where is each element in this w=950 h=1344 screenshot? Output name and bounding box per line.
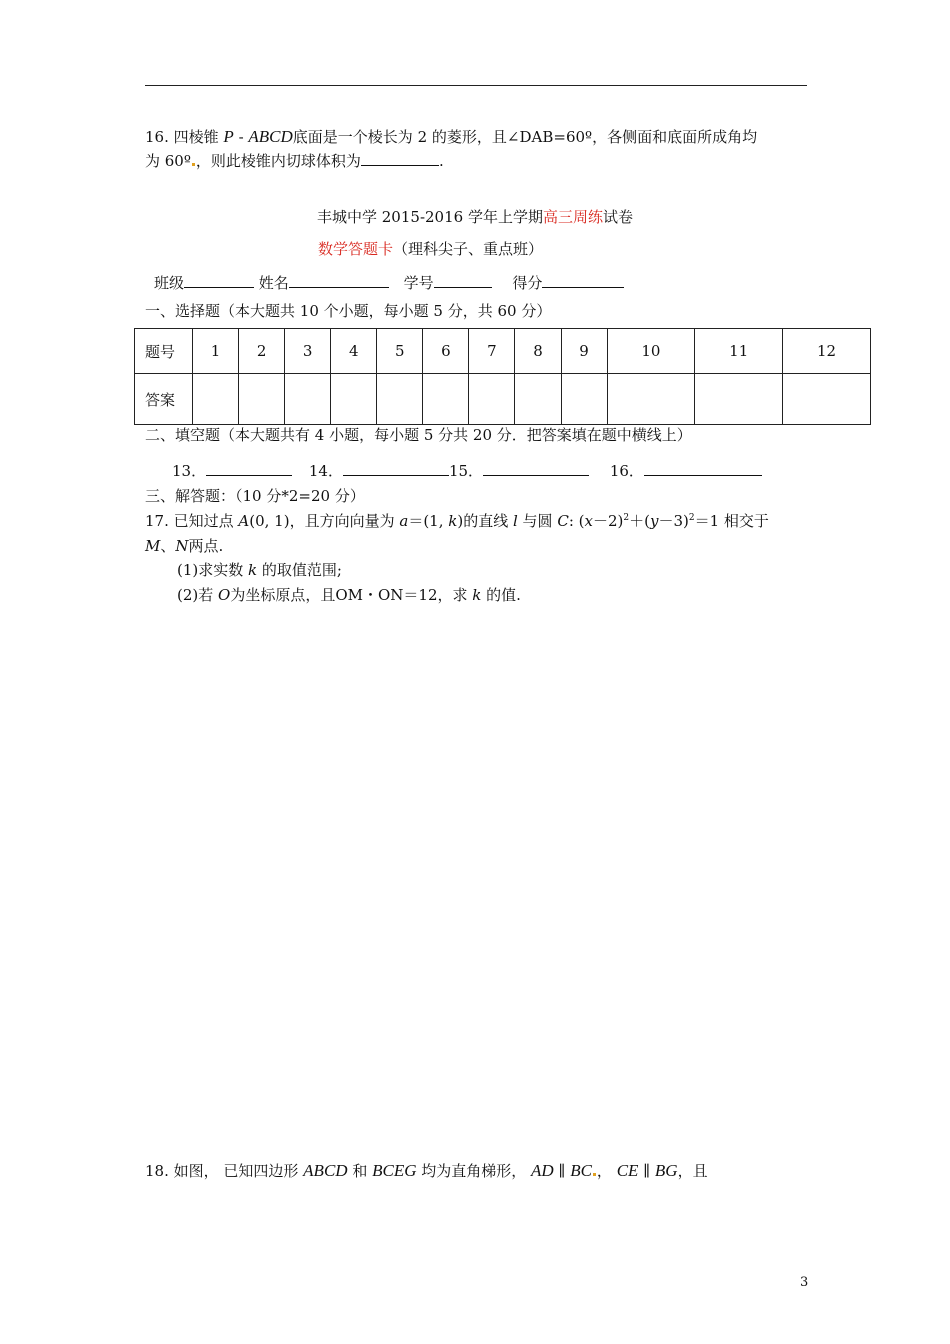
q17-part2: (2)若 O为坐标原点，且OM・ON＝12，求 k 的值. bbox=[177, 586, 521, 604]
qnum-cell: 8 bbox=[515, 329, 561, 374]
answer-cell[interactable] bbox=[285, 374, 331, 425]
qnum-cell: 7 bbox=[469, 329, 515, 374]
class-label: 班级 bbox=[154, 274, 185, 292]
answer-cell[interactable] bbox=[561, 374, 607, 425]
qnum-cell: 9 bbox=[561, 329, 607, 374]
score-label: 得分 bbox=[512, 274, 543, 292]
q16-line2: 为 60º ，则此棱锥内切球体积为 . bbox=[145, 152, 444, 170]
qnum-cell: 5 bbox=[377, 329, 423, 374]
exam-subtitle: 数学答题卡（理科尖子、重点班） bbox=[318, 240, 544, 258]
qnum-cell: 12 bbox=[783, 329, 871, 374]
answer-table bbox=[134, 328, 871, 425]
qnum-cell: 2 bbox=[239, 329, 285, 374]
answer-cell[interactable] bbox=[423, 374, 469, 425]
qnum-cell: 4 bbox=[331, 329, 377, 374]
section2-heading: 二、填空题（本大题共有 4 小题，每小题 5 分共 20 分．把答案填在题中横线上） bbox=[145, 426, 692, 444]
name-field[interactable] bbox=[289, 273, 389, 288]
answer-cell[interactable] bbox=[783, 374, 871, 425]
fill-blanks-line: 13． 14． 15． 16． bbox=[172, 460, 762, 481]
section1-heading: 一、选择题（本大题共 10 个小题，每小题 5 分，共 60 分） bbox=[145, 302, 552, 320]
q16-answer-blank[interactable] bbox=[361, 151, 439, 166]
answer-cell[interactable] bbox=[607, 374, 695, 425]
answer-cell[interactable] bbox=[239, 374, 285, 425]
qnum-cell: 3 bbox=[285, 329, 331, 374]
class-field[interactable] bbox=[184, 273, 254, 288]
row-label-number: 题号 bbox=[135, 329, 193, 374]
answer-cell[interactable] bbox=[331, 374, 377, 425]
q16-line1: 16. 四棱锥 P - ABCD底面是一个棱长为 2 的菱形，且∠DAB=60º，各侧面和底面所成角均 bbox=[145, 127, 758, 146]
question-number-row bbox=[135, 329, 871, 374]
row-label-answer: 答案 bbox=[135, 374, 193, 425]
exam-title: 丰城中学 2015-2016 学年上学期高三周练试卷 bbox=[317, 208, 633, 226]
answer-row bbox=[135, 374, 871, 425]
blank-14[interactable] bbox=[343, 461, 449, 476]
qnum-cell: 10 bbox=[607, 329, 695, 374]
answer-cell[interactable] bbox=[193, 374, 239, 425]
qnum-cell: 1 bbox=[193, 329, 239, 374]
name-label: 姓名 bbox=[258, 274, 289, 292]
blank-13[interactable] bbox=[206, 461, 292, 476]
qnum-cell: 6 bbox=[423, 329, 469, 374]
id-label: 学号 bbox=[403, 274, 434, 292]
score-field[interactable] bbox=[542, 273, 624, 288]
q17-part1: (1)求实数 k 的取值范围; bbox=[177, 561, 342, 579]
q17-line1: 17. 已知过点 A(0, 1)，且方向向量为 a＝(1, k)的直线 l 与圆 C: $(x-2)^2+(y-3)^2=1$ 相交于 bbox=[145, 512, 769, 530]
answer-cell[interactable] bbox=[515, 374, 561, 425]
blank-16[interactable] bbox=[644, 461, 762, 476]
answer-cell[interactable] bbox=[469, 374, 515, 425]
page-number: 3 bbox=[800, 1275, 809, 1290]
q17-line2: M、N两点. bbox=[145, 537, 224, 555]
q18-line1: 18. 如图， 已知四边形 ABCD 和 BCEG 均为直角梯形， AD ∥ BC ， CE ∥ BG，且 bbox=[145, 1161, 708, 1180]
section3-heading: 三、解答题：（10 分*2=20 分） bbox=[145, 487, 365, 505]
header-rule bbox=[145, 85, 807, 86]
answer-cell[interactable] bbox=[377, 374, 423, 425]
id-field[interactable] bbox=[434, 273, 492, 288]
student-info bbox=[154, 272, 624, 293]
qnum-cell: 11 bbox=[695, 329, 783, 374]
blank-15[interactable] bbox=[483, 461, 589, 476]
answer-cell[interactable] bbox=[695, 374, 783, 425]
